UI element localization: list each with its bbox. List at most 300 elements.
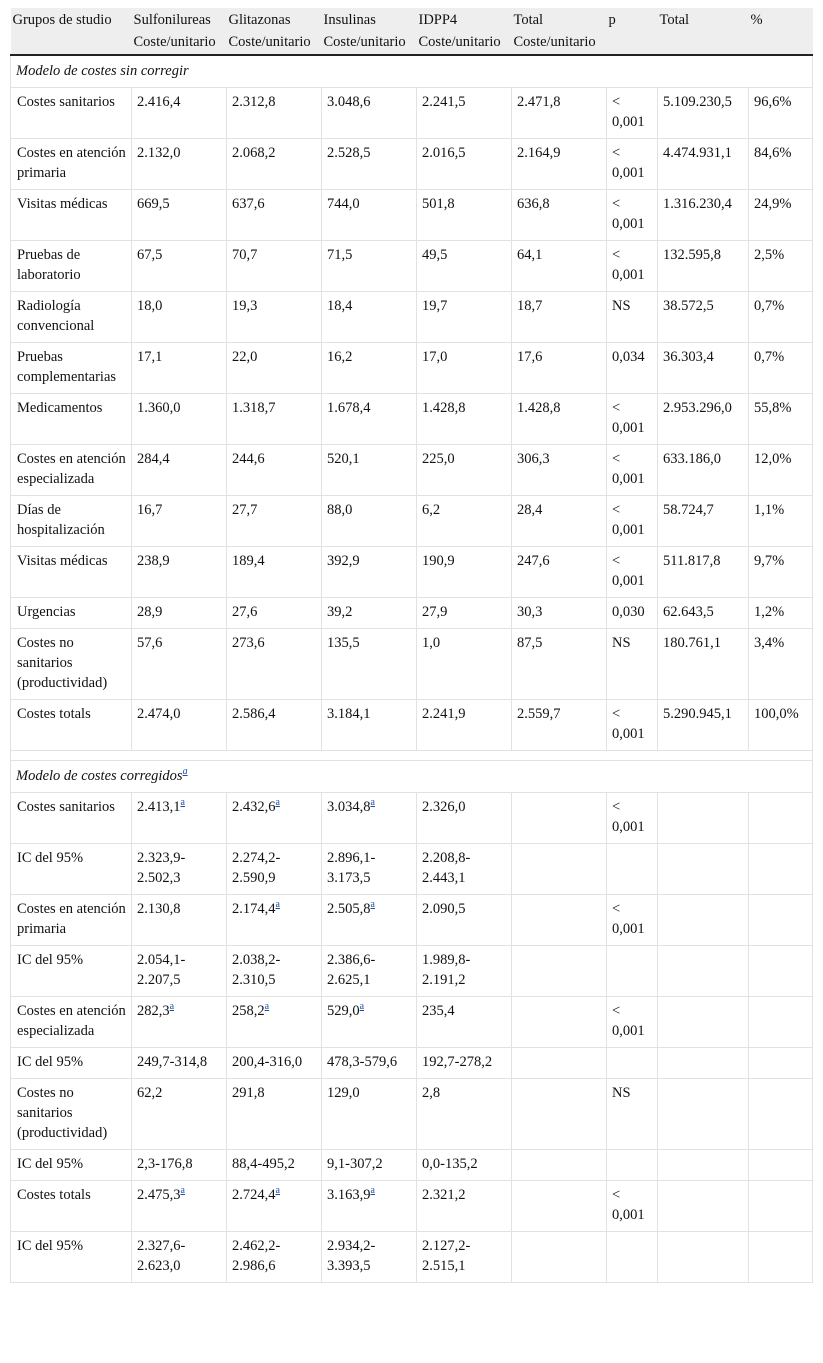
table-cell [227,1048,322,1079]
table-cell [132,598,227,629]
table-cell [132,895,227,946]
table-cell [132,292,227,343]
cell-value: 2.724,4 [232,1187,276,1203]
table-cell [607,700,658,751]
cell-value: 129,0 [327,1085,360,1101]
footnote-link[interactable]: a [275,899,280,911]
cell-value: 2.413,1 [137,799,181,815]
cell-value: 16,2 [327,349,353,365]
table-cell [749,598,813,629]
cost-table-container [10,8,812,1283]
header-group: Grupos de studio [11,8,132,55]
table-cell [658,629,749,700]
table-cell [322,139,417,190]
cell-value: 2.528,5 [327,145,371,161]
table-cell [417,1232,512,1283]
cell-value: 306,3 [517,451,550,467]
table-cell [227,241,322,292]
cell-value: 669,5 [137,196,170,212]
cell-value: 19,3 [232,298,258,314]
cell-value: 18,7 [517,298,543,314]
row-label: Medicamentos [11,394,132,445]
table-cell [607,190,658,241]
table-cell [512,1232,607,1283]
footnote-link[interactable]: a [370,797,375,809]
table-cell [658,1048,749,1079]
cell-value: 2.586,4 [232,706,276,722]
table-cell [227,445,322,496]
cell-value: 3.048,6 [327,94,371,110]
table-cell [607,547,658,598]
cell-value: 2.130,8 [137,901,181,917]
cell-value: 529,0 [327,1003,360,1019]
table-cell [132,190,227,241]
cell-value: 2.241,5 [422,94,466,110]
cell-value: 1,2% [754,604,785,620]
table-header-row [11,8,813,55]
footnote-link[interactable]: a [370,899,375,911]
cell-value: 2.432,6 [232,799,276,815]
table-cell [658,700,749,751]
cell-value: 2.416,4 [137,94,181,110]
cell-value: 2.505,8 [327,901,371,917]
cell-value: 2.054,1-2.207,5 [137,952,186,988]
table-cell [132,1181,227,1232]
table-cell [749,629,813,700]
footnote-link[interactable]: a [169,1001,175,1013]
cell-value: 6,2 [422,502,441,518]
table-cell [322,241,417,292]
table-cell [322,629,417,700]
table-cell [322,793,417,844]
cell-value: 636,8 [517,196,550,212]
table-cell [227,547,322,598]
table-row [11,241,813,292]
cell-value: 2.326,0 [422,799,466,815]
table-cell [512,190,607,241]
header-col: p [607,8,658,55]
table-cell [512,1150,607,1181]
table-cell [658,997,749,1048]
section-header-row [11,761,813,793]
table-cell [227,700,322,751]
cell-value: 28,4 [517,502,543,518]
row-label: Costes totals [11,1181,132,1232]
table-cell [749,700,813,751]
header-col: Sulfonilureas Coste/unitario [132,8,227,55]
table-row [11,1150,813,1181]
table-cell [658,241,749,292]
table-cell [417,1181,512,1232]
table-cell [227,139,322,190]
cell-value: 637,6 [232,196,265,212]
table-cell [607,793,658,844]
cell-value: 392,9 [327,553,360,569]
row-label: Costes en atención primaria [11,895,132,946]
cell-value: 55,8% [754,400,792,416]
table-cell [417,946,512,997]
cell-value: 9,7% [754,553,785,569]
cell-value: 96,6% [754,94,792,110]
cell-value: 2,3-176,8 [137,1156,193,1172]
cell-value: 70,7 [232,247,258,263]
table-cell [417,895,512,946]
cell-value: 38.572,5 [663,298,714,314]
table-cell [132,793,227,844]
cell-value: 258,2 [232,1003,265,1019]
cell-value: < 0,001 [612,247,645,283]
section-title [11,761,813,793]
table-cell [417,139,512,190]
table-cell [322,394,417,445]
cell-value: 27,9 [422,604,448,620]
row-label: Costes sanitarios [11,793,132,844]
row-label: Costes no sanitarios (productividad) [11,1079,132,1150]
table-cell [132,496,227,547]
row-label: Costes en atención especializada [11,997,132,1048]
cell-value: 2.462,2-2.986,6 [232,1238,281,1274]
table-cell [227,629,322,700]
table-row [11,190,813,241]
table-cell [607,445,658,496]
table-cell [749,895,813,946]
table-cell [512,700,607,751]
table-cell [417,793,512,844]
table-cell [512,547,607,598]
table-cell [607,1150,658,1181]
table-row [11,139,813,190]
table-cell [132,1079,227,1150]
header-col: Total [658,8,749,55]
cost-table [10,8,813,1283]
cell-value: < 0,001 [612,706,645,742]
cell-value: 4.474.931,1 [663,145,732,161]
table-row [11,1181,813,1232]
table-cell [132,343,227,394]
table-cell [749,241,813,292]
table-cell [658,343,749,394]
cell-value: 744,0 [327,196,360,212]
table-cell [512,997,607,1048]
table-cell [749,997,813,1048]
cell-value: 501,8 [422,196,455,212]
cell-value: 225,0 [422,451,455,467]
table-cell [322,997,417,1048]
row-label: IC del 95% [11,1232,132,1283]
cell-value: 1,0 [422,635,441,651]
table-cell [417,844,512,895]
cell-value: 30,3 [517,604,543,620]
table-cell [658,1181,749,1232]
cell-value: 18,0 [137,298,163,314]
table-cell [417,700,512,751]
cell-value: 27,7 [232,502,258,518]
cell-value: 71,5 [327,247,353,263]
table-cell [227,598,322,629]
table-cell [132,394,227,445]
cell-value: 28,9 [137,604,163,620]
table-cell [512,1048,607,1079]
table-cell [512,895,607,946]
footnote-link[interactable]: a [180,1185,185,1197]
cell-value: NS [612,298,631,314]
header-col: % [749,8,813,55]
cell-value: < 0,001 [612,1187,645,1223]
cell-value: 17,6 [517,349,543,365]
cell-value: 2.386,6-2.625,1 [327,952,376,988]
table-cell [749,88,813,139]
table-row [11,343,813,394]
cell-value: < 0,001 [612,145,645,181]
cell-value: < 0,001 [612,1003,645,1039]
table-row [11,700,813,751]
table-cell [658,394,749,445]
table-row [11,946,813,997]
table-row [11,844,813,895]
table-cell [417,1150,512,1181]
cell-value: 2.934,2-3.393,5 [327,1238,376,1274]
header-col: Insulinas Coste/unitario [322,8,417,55]
table-cell [322,598,417,629]
table-cell [322,1232,417,1283]
table-cell [417,292,512,343]
table-cell [749,1079,813,1150]
table-cell [607,1181,658,1232]
row-label: Radiología convencional [11,292,132,343]
cell-value: 12,0% [754,451,792,467]
table-cell [227,190,322,241]
row-label: Costes no sanitarios (productividad) [11,629,132,700]
table-cell [417,1079,512,1150]
table-cell [512,629,607,700]
cell-value: 17,1 [137,349,163,365]
table-cell [227,1181,322,1232]
table-cell [417,496,512,547]
table-cell [417,88,512,139]
cell-value: 2.327,6-2.623,0 [137,1238,186,1274]
table-cell [132,946,227,997]
cell-value: 57,6 [137,635,163,651]
table-cell [749,343,813,394]
table-cell [607,88,658,139]
table-cell [512,343,607,394]
table-cell [658,793,749,844]
cell-value: 3,4% [754,635,785,651]
cell-value: 2.132,0 [137,145,181,161]
cell-value: 84,6% [754,145,792,161]
cell-value: 88,0 [327,502,353,518]
table-cell [417,547,512,598]
table-row [11,793,813,844]
cell-value: 62,2 [137,1085,163,1101]
spacer-cell [11,751,813,761]
cell-value: 58.724,7 [663,502,714,518]
table-cell [227,394,322,445]
table-cell [132,241,227,292]
table-cell [417,629,512,700]
cell-value: 3.034,8 [327,799,371,815]
table-row [11,629,813,700]
table-cell [658,292,749,343]
row-label: Pruebas de laboratorio [11,241,132,292]
table-cell [227,895,322,946]
table-cell [132,88,227,139]
cell-value: 2.471,8 [517,94,561,110]
table-cell [607,1048,658,1079]
cell-value: < 0,001 [612,502,645,538]
cell-value: 2.474,0 [137,706,181,722]
table-cell [132,1232,227,1283]
table-cell [417,394,512,445]
table-cell [749,139,813,190]
table-cell [132,1150,227,1181]
table-cell [512,946,607,997]
table-cell [417,343,512,394]
table-cell [658,88,749,139]
cell-value: 16,7 [137,502,163,518]
cell-value: 0,034 [612,349,645,365]
cell-value: 291,8 [232,1085,265,1101]
row-label: Costes en atención primaria [11,139,132,190]
table-cell [132,1048,227,1079]
table-cell [512,1079,607,1150]
footnote-link[interactable]: a [370,1185,375,1197]
table-row [11,547,813,598]
table-cell [658,1079,749,1150]
table-cell [749,844,813,895]
cell-value: < 0,001 [612,799,645,835]
table-cell [322,343,417,394]
table-cell [322,496,417,547]
table-cell [607,598,658,629]
table-cell [417,190,512,241]
cell-value: 192,7-278,2 [422,1054,493,1070]
cell-value: 88,4-495,2 [232,1156,295,1172]
cell-value: 2.241,9 [422,706,466,722]
table-cell [749,1181,813,1232]
row-label: Costes en atención especializada [11,445,132,496]
table-cell [658,598,749,629]
cell-value: 1.360,0 [137,400,181,416]
cell-value: 5.290.945,1 [663,706,732,722]
cell-value: < 0,001 [612,94,645,130]
footnote-link[interactable]: a [275,1185,280,1197]
table-cell [607,292,658,343]
cell-value: 24,9% [754,196,792,212]
table-cell [322,844,417,895]
footnote-link[interactable]: a [359,1001,365,1013]
cell-value: 478,3-579,6 [327,1054,398,1070]
cell-value: 249,7-314,8 [137,1054,208,1070]
table-cell [658,190,749,241]
cell-value: 200,4-316,0 [232,1054,303,1070]
cell-value: NS [612,635,631,651]
table-cell [658,496,749,547]
cell-value: 1.428,8 [517,400,561,416]
table-cell [132,844,227,895]
cell-value: 18,4 [327,298,353,314]
table-cell [227,1150,322,1181]
cell-value: 3.184,1 [327,706,371,722]
header-col: IDPP4 Coste/unitario [417,8,512,55]
cell-value: 2.323,9-2.502,3 [137,850,186,886]
table-cell [322,445,417,496]
table-cell [658,1232,749,1283]
footnote-link[interactable]: a [264,1001,270,1013]
row-label: Urgencias [11,598,132,629]
table-row [11,88,813,139]
cell-value: 2.016,5 [422,145,466,161]
table-cell [322,700,417,751]
table-cell [322,88,417,139]
cell-value: 273,6 [232,635,265,651]
table-row [11,1079,813,1150]
footnote-link[interactable]: a [275,797,280,809]
table-row [11,394,813,445]
cell-value: NS [612,1085,631,1101]
cell-value: 2.174,4 [232,901,276,917]
table-cell [749,190,813,241]
cell-value: 1.989,8-2.191,2 [422,952,471,988]
table-cell [227,343,322,394]
table-cell [132,997,227,1048]
cell-value: 2,8 [422,1085,441,1101]
cell-value: 2.164,9 [517,145,561,161]
cell-value: 67,5 [137,247,163,263]
table-cell [512,793,607,844]
cell-value: < 0,001 [612,196,645,232]
cell-value: 2.127,2-2.515,1 [422,1238,471,1274]
table-cell [417,997,512,1048]
table-cell [607,394,658,445]
cell-value: 180.761,1 [663,635,721,651]
row-label: IC del 95% [11,1048,132,1079]
cell-value: 49,5 [422,247,448,263]
table-cell [749,547,813,598]
footnote-link[interactable]: a [182,766,188,778]
cell-value: 235,4 [422,1003,455,1019]
table-cell [607,997,658,1048]
table-row [11,496,813,547]
table-row [11,1232,813,1283]
table-cell [322,190,417,241]
cell-value: 2.208,8-2.443,1 [422,850,471,886]
table-cell [607,139,658,190]
row-label: Costes totals [11,700,132,751]
table-row [11,895,813,946]
table-cell [658,895,749,946]
table-cell [322,292,417,343]
table-cell [227,946,322,997]
footnote-link[interactable]: a [180,797,185,809]
table-cell [512,394,607,445]
table-cell [322,1079,417,1150]
table-cell [132,139,227,190]
table-cell [227,844,322,895]
cell-value: 1.316.230,4 [663,196,732,212]
cell-value: 282,3 [137,1003,170,1019]
table-cell [607,1079,658,1150]
table-cell [607,1232,658,1283]
table-cell [658,445,749,496]
cell-value: 238,9 [137,553,170,569]
cell-value: 520,1 [327,451,360,467]
cell-value: < 0,001 [612,451,645,487]
table-cell [607,241,658,292]
table-row [11,445,813,496]
table-cell [417,598,512,629]
cell-value: 3.163,9 [327,1187,371,1203]
